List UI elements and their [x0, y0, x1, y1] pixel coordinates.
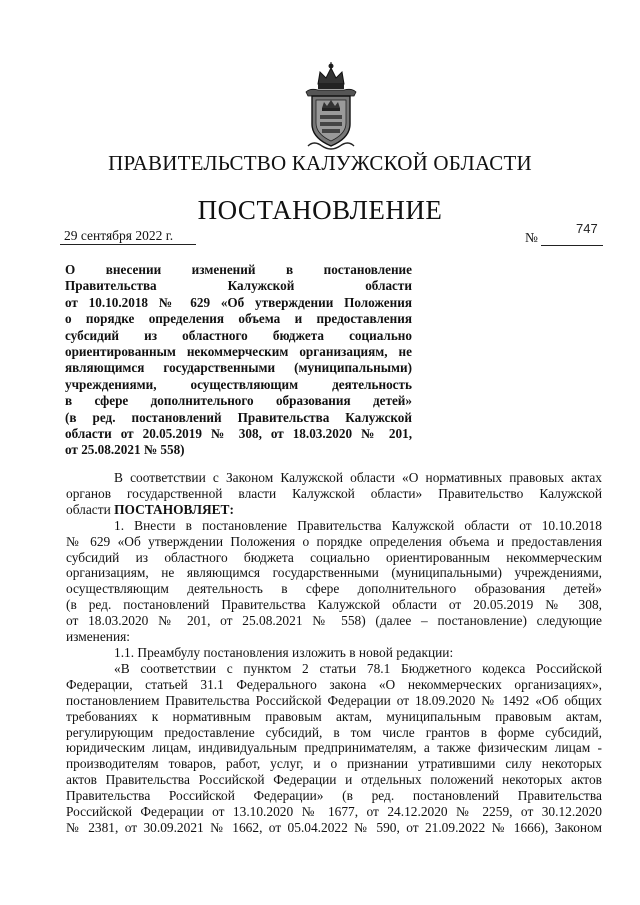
subject-line: от 10.10.2018 № 629 «Об утверждении Положения [65, 294, 412, 310]
body-line: осуществляющим деятельность в сфере дополнительного образования детей» [66, 581, 602, 597]
coat-of-arms-icon [300, 62, 362, 152]
subject-line: о порядке определения объема и предоставления [65, 311, 412, 327]
body-line: № 629 «Об утверждении Положения о порядке определения объема и предоставления [66, 533, 602, 549]
subject-line: от 25.08.2021 № 558) [65, 442, 185, 458]
government-title: ПРАВИТЕЛЬСТВО КАЛУЖСКОЙ ОБЛАСТИ [108, 151, 532, 175]
body-line: регулирующим предоставление субсидий, в том числе грантов в форме субсидий, [66, 724, 602, 740]
body-line: «В соответствии с пунктом 2 статьи 78.1 Бюджетного кодекса Российской [114, 660, 602, 676]
subject-line: Правительства Калужской области [65, 278, 412, 294]
number-label: № [525, 230, 538, 245]
body-line: актов Правительства Российской Федерации и отдельных положений некоторых актов [66, 772, 602, 788]
subject-line: (в ред. постановлений Правительства Калужской [65, 409, 412, 425]
body-line: (в ред. постановлений Правительства Калужской области от 20.05.2019 № 308, [66, 597, 602, 613]
subject-line: области от 20.05.2019 № 308, от 18.03.2020 № 201, [65, 426, 412, 442]
body-line: изменения: [66, 629, 131, 645]
body-line-decree [66, 502, 602, 518]
decree-word: ПОСТАНОВЛЯЕТ: [114, 501, 234, 517]
document-number: 747 [576, 221, 598, 236]
subject-line: являющимся государственными (муниципальными) [65, 360, 412, 376]
body-line: от 18.03.2020 № 201, от 25.08.2021 № 558) (далее – постановление) следующие [66, 613, 602, 629]
body-line: производителям товаров, работ, услуг, и о признании утратившими силу некоторых [66, 756, 602, 772]
body-line: юридическим лицам, индивидуальным предпринимателям, а также физическим лицам - [66, 740, 602, 756]
subject-line: О внесении изменений в постановление [65, 262, 412, 277]
body-line: требованиях к нормативным правовым актам, муниципальным правовым актам, [66, 708, 602, 724]
body-line: организациям, не являющимся государственными (муниципальными) учреждениями, [66, 565, 602, 581]
document-body [66, 470, 602, 836]
subject-line: учреждениями, осуществляющим деятельность [65, 376, 412, 392]
subject-line: субсидий из областного бюджета социально [65, 327, 412, 343]
document-date: 29 сентября 2022 г. [60, 228, 196, 245]
body-line: субсидий из областного бюджета социально ориентированным некоммерческим [66, 549, 602, 565]
body-line: органов государственной власти Калужской области» Правительство Калужской [66, 485, 602, 501]
document-type-title: ПОСТАНОВЛЕНИЕ [197, 195, 443, 225]
body-line: постановлением Правительства Российской Федерации от 18.09.2020 № 1492 «Об общих [66, 692, 602, 708]
body-line: Правительства Российской Федерации» (в ред. постановлений Правительства [66, 788, 602, 804]
subject-line: в сфере дополнительного образования детей» [65, 393, 412, 409]
document-subject [65, 262, 412, 459]
body-line: 1. Внести в постановление Правительства Калужской области от 10.10.2018 [114, 517, 602, 533]
body-line-prefix: области [66, 501, 115, 517]
body-line: Федерации, статьей 31.1 Федерального закона «О некоммерческих организациях», [66, 676, 602, 692]
body-line: Российской Федерации от 13.10.2020 № 1677, от 24.12.2020 № 2259, от 30.12.2020 [66, 804, 602, 820]
subject-line: ориентированным некоммерческим организациям, не [65, 344, 412, 360]
body-line: 1.1. Преамбулу постановления изложить в новой редакции: [114, 644, 454, 660]
body-line: В соответствии с Законом Калужской области «О нормативных правовых актах [114, 470, 602, 485]
body-line: № 2381, от 30.09.2021 № 1662, от 05.04.2022 № 590, от 21.09.2022 № 1666), Законом [66, 819, 602, 835]
